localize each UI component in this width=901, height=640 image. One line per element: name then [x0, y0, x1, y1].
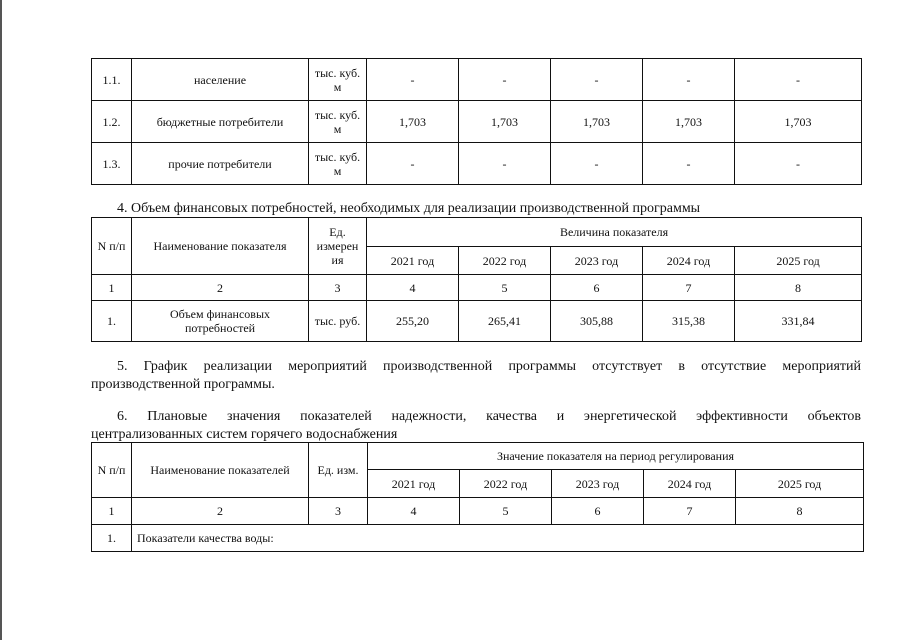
row-name: бюджетные потребители [132, 101, 309, 143]
year-header: 2023 год [552, 470, 644, 498]
row-name: Объем финансовых потребностей [132, 301, 309, 342]
value-2023: 305,88 [551, 301, 643, 342]
table-row [92, 525, 864, 552]
index-cell: 7 [644, 498, 736, 525]
index-cell: 8 [736, 498, 864, 525]
col-num-header: N п/п [92, 443, 132, 498]
row-name: население [132, 59, 309, 101]
section4-heading: 4. Объем финансовых потребностей, необходимых для реализации производственной программы [117, 201, 701, 216]
consumers-table [91, 58, 862, 185]
value-2023: - [551, 59, 643, 101]
year-header: 2025 год [735, 247, 862, 275]
index-cell: 2 [132, 275, 309, 301]
value-2023: - [551, 143, 643, 185]
index-row [92, 275, 862, 301]
value-2024: - [643, 59, 735, 101]
value-2022: - [459, 59, 551, 101]
indicators-table [91, 442, 864, 552]
index-cell: 6 [552, 498, 644, 525]
col-unit-header: Ед. изм. [309, 443, 368, 498]
value-2024: - [643, 143, 735, 185]
row-number: 1.3. [92, 143, 132, 185]
row-unit: тыс. куб. м [309, 143, 367, 185]
col-group-header: Значение показателя на период регулирования [368, 443, 864, 470]
col-unit-header: Ед. измерен ия [309, 218, 367, 275]
section6-line1: 6. Плановые значения показателей надежности, качества и энергетической эффективности объектов [117, 409, 861, 424]
table-row [92, 143, 862, 185]
index-cell: 6 [551, 275, 643, 301]
col-name-header: Наименование показателя [132, 218, 309, 275]
row-unit: тыс. куб. м [309, 59, 367, 101]
index-cell: 5 [460, 498, 552, 525]
index-cell: 5 [459, 275, 551, 301]
year-header: 2022 год [459, 247, 551, 275]
year-header: 2021 год [367, 247, 459, 275]
index-cell: 4 [368, 498, 460, 525]
col-num-header: N п/п [92, 218, 132, 275]
value-2024: 315,38 [643, 301, 735, 342]
section5-line2: производственной программы. [91, 377, 275, 392]
year-header: 2024 год [644, 470, 736, 498]
year-header: 2025 год [736, 470, 864, 498]
header-row [92, 218, 862, 247]
year-header: 2023 год [551, 247, 643, 275]
header-row [92, 443, 864, 470]
index-cell: 1 [92, 275, 132, 301]
section6-line2: централизованных систем горячего водоснабжения [91, 427, 398, 442]
index-cell: 2 [132, 498, 309, 525]
table-row [92, 59, 862, 101]
value-2021: 255,20 [367, 301, 459, 342]
table-row [92, 101, 862, 143]
value-2025: - [735, 59, 862, 101]
value-2022: - [459, 143, 551, 185]
col-group-header: Величина показателя [367, 218, 862, 247]
value-2022: 265,41 [459, 301, 551, 342]
value-2021: - [367, 143, 459, 185]
index-row [92, 498, 864, 525]
page-edge [0, 0, 2, 640]
value-2025: 331,84 [735, 301, 862, 342]
row-number: 1. [92, 301, 132, 342]
year-header: 2021 год [368, 470, 460, 498]
row-number: 1.2. [92, 101, 132, 143]
row-name: Показатели качества воды: [132, 525, 864, 552]
value-2021: - [367, 59, 459, 101]
value-2022: 1,703 [459, 101, 551, 143]
value-2024: 1,703 [643, 101, 735, 143]
value-2025: - [735, 143, 862, 185]
table-row [92, 301, 862, 342]
value-2023: 1,703 [551, 101, 643, 143]
year-header: 2022 год [460, 470, 552, 498]
row-number: 1. [92, 525, 132, 552]
row-unit: тыс. куб. м [309, 101, 367, 143]
index-cell: 3 [309, 275, 367, 301]
value-2025: 1,703 [735, 101, 862, 143]
index-cell: 1 [92, 498, 132, 525]
value-2021: 1,703 [367, 101, 459, 143]
year-header: 2024 год [643, 247, 735, 275]
col-name-header: Наименование показателей [132, 443, 309, 498]
row-name: прочие потребители [132, 143, 309, 185]
section5-line1: 5. График реализации мероприятий производственной программы отсутствует в отсутствие мероприятий [117, 359, 861, 374]
row-unit: тыс. руб. [309, 301, 367, 342]
financial-needs-table [91, 217, 862, 342]
index-cell: 7 [643, 275, 735, 301]
index-cell: 3 [309, 498, 368, 525]
row-number: 1.1. [92, 59, 132, 101]
index-cell: 4 [367, 275, 459, 301]
index-cell: 8 [735, 275, 862, 301]
